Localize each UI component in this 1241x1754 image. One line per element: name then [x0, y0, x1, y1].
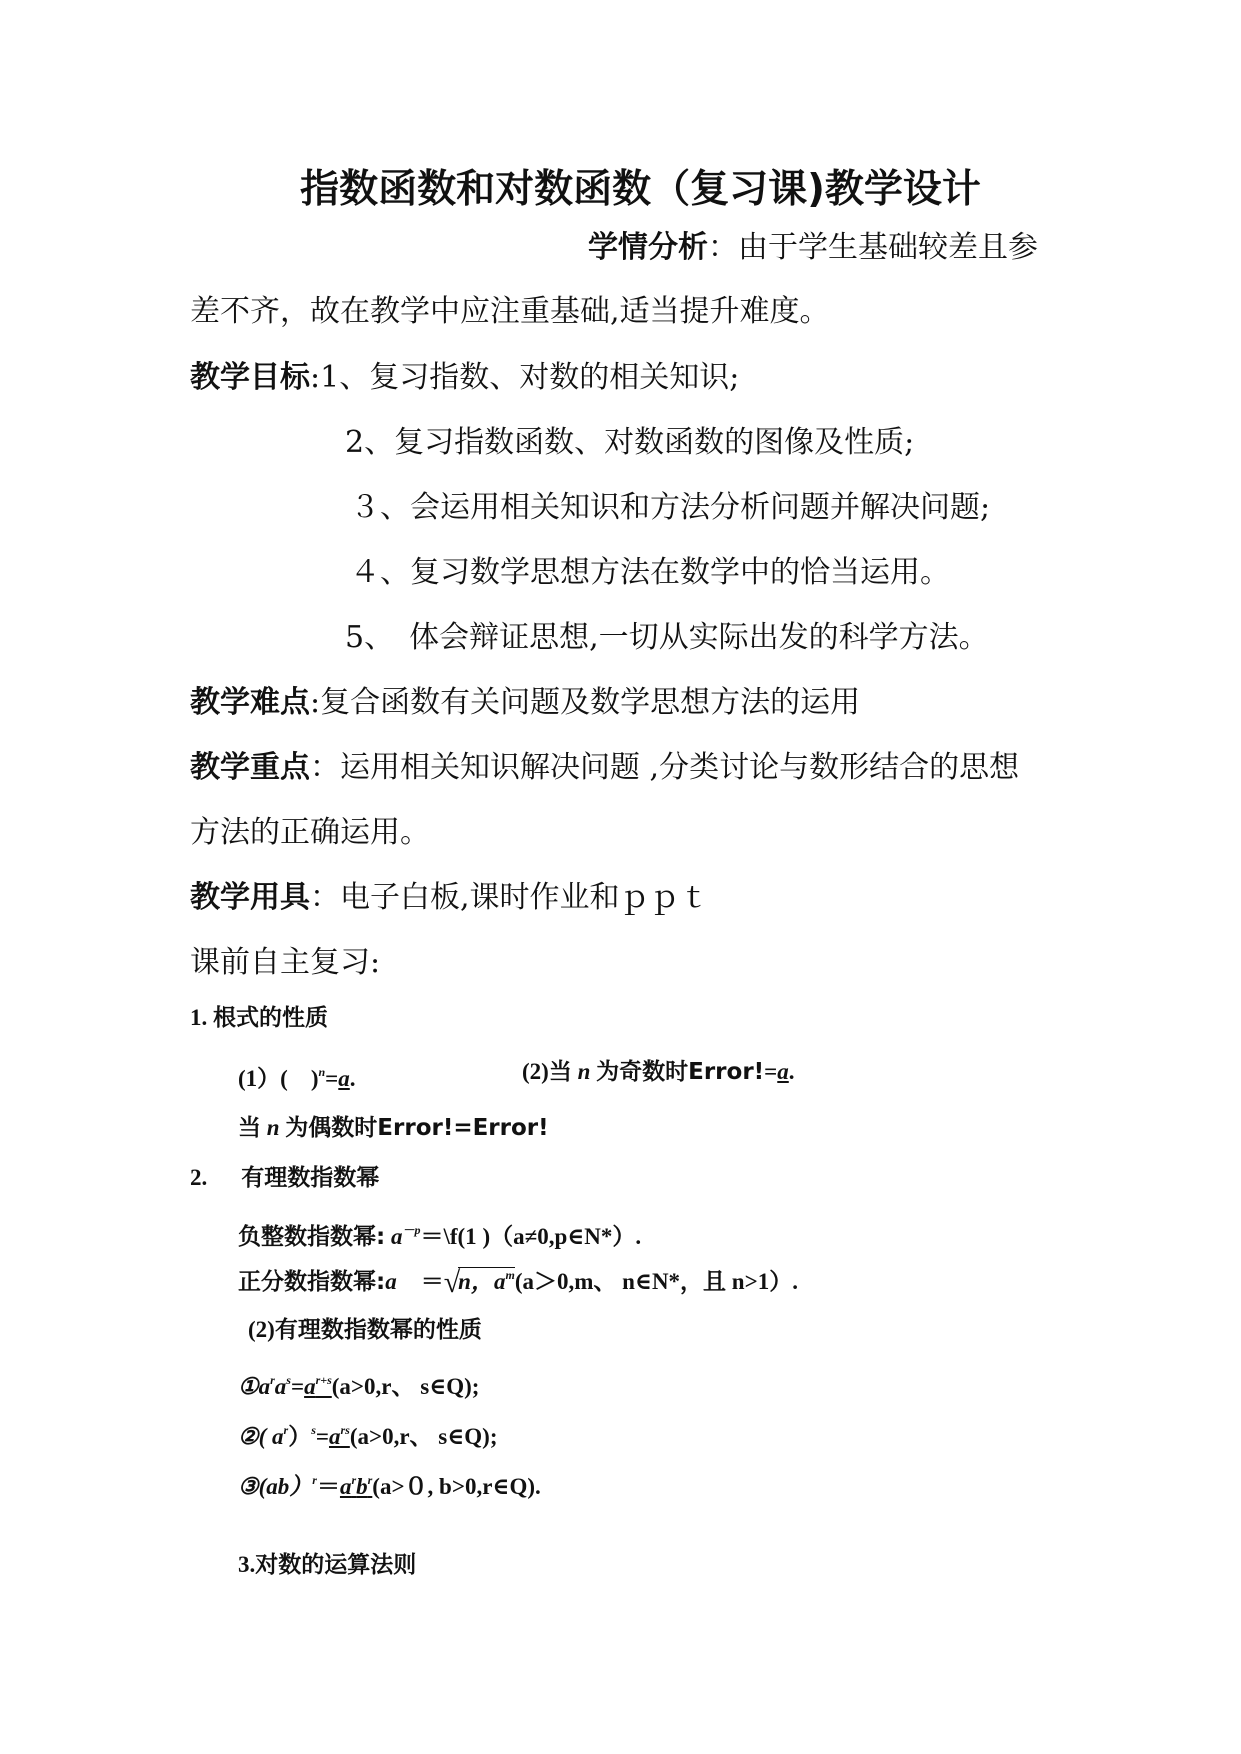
fractional-exponent-line: 正分数指数幂:a ＝√n，$a^m(a>0,m$、 n∈N*，且 n>1）. [238, 1255, 798, 1303]
goal-item-2: 2、复习指数函数、对数函数的图像及性质; [345, 425, 915, 460]
answer-blank: $a^{rs}$ [328, 1423, 350, 1449]
difficulty-line [190, 683, 860, 723]
key-point-text-1: ：运用相关知识解决问题 ,分类讨论与数形结合的思想 [310, 750, 1020, 785]
answer-blank: $a^rb^r$ [339, 1473, 373, 1499]
answer-blank: a [338, 1066, 350, 1091]
analysis-line-1: 学情分析：由于学生基础较差且参 [588, 230, 1038, 265]
analysis-text-1: 由于学生基础较差且参 [738, 230, 1038, 265]
goal-item-5: 5、 体会辩证思想,一切从实际出发的科学方法。 [345, 620, 989, 655]
document-title: 指数函数和对数函数（复习课)教学设计 [300, 167, 981, 212]
section-2-heading: 2. 有理数指数幂 [190, 1165, 380, 1191]
goals-line-1 [190, 358, 739, 398]
key-point-line-2: 方法的正确运用。 [190, 815, 430, 850]
radical-sign: √ [443, 1266, 461, 1299]
tools-label: 教学用具 [190, 880, 310, 915]
key-point-line-1 [190, 748, 1019, 788]
goals-label: 教学目标 [190, 360, 310, 395]
negative-exponent-line: 负整数指数幂: $a^{-p}=\backslash f(1$ )（a≠0,p∈N*）. [238, 1223, 642, 1250]
analysis-line-2: 差不齐，故在教学中应注重基础,适当提升难度。 [190, 294, 830, 329]
key-point-label: 教学重点 [190, 750, 310, 785]
radical-property-1: (1）( )$^n$=a. [238, 1065, 356, 1091]
tools-text: ：电子白板,课时作业和ｐｐｔ [310, 880, 710, 915]
radical-body: n，$a^m$ [458, 1268, 515, 1294]
exponent-properties-heading: (2)有理数指数幂的性质 [248, 1317, 482, 1342]
section-3-heading: 3.对数的运算法则 [238, 1552, 417, 1577]
error-field: Error! [688, 1059, 765, 1085]
exponent-property-1: $①a^ra^s=a^{r+s}(a>0,r$、 s∈Q); [238, 1373, 480, 1399]
section-1-heading: 1. 根式的性质 [190, 1005, 328, 1030]
answer-blank: a [777, 1059, 789, 1084]
answer-blank: $a^{r+s}$ [304, 1373, 332, 1399]
goal-item-4: ４、复习数学思想方法在数学中的恰当运用。 [350, 555, 950, 590]
difficulty-text: :复合函数有关问题及数学思想方法的运用 [310, 685, 861, 720]
preview-heading: 课前自主复习: [190, 945, 381, 980]
radical-property-3: 当 n 为偶数时Error!=Error! [238, 1115, 549, 1141]
error-field: Error!=Error! [377, 1115, 549, 1141]
exponent-property-2: ②( $a^r)^s=a^{rs}(a>0,r$、 s∈Q); [238, 1423, 498, 1449]
goal-item-1: :1、复习指数、对数的相关知识; [310, 360, 740, 395]
analysis-label: 学情分析 [588, 230, 708, 265]
difficulty-label: 教学难点 [190, 685, 310, 720]
exponent-property-3: $③(ab)^r=a^rb^r(a>0$, b>0,r∈Q). [238, 1473, 541, 1499]
goal-item-3: ３、会运用相关知识和方法分析问题并解决问题; [350, 490, 991, 525]
radical-property-2: (2)当 n 为奇数时Error!=a. [522, 1059, 795, 1085]
tools-line [190, 878, 710, 918]
